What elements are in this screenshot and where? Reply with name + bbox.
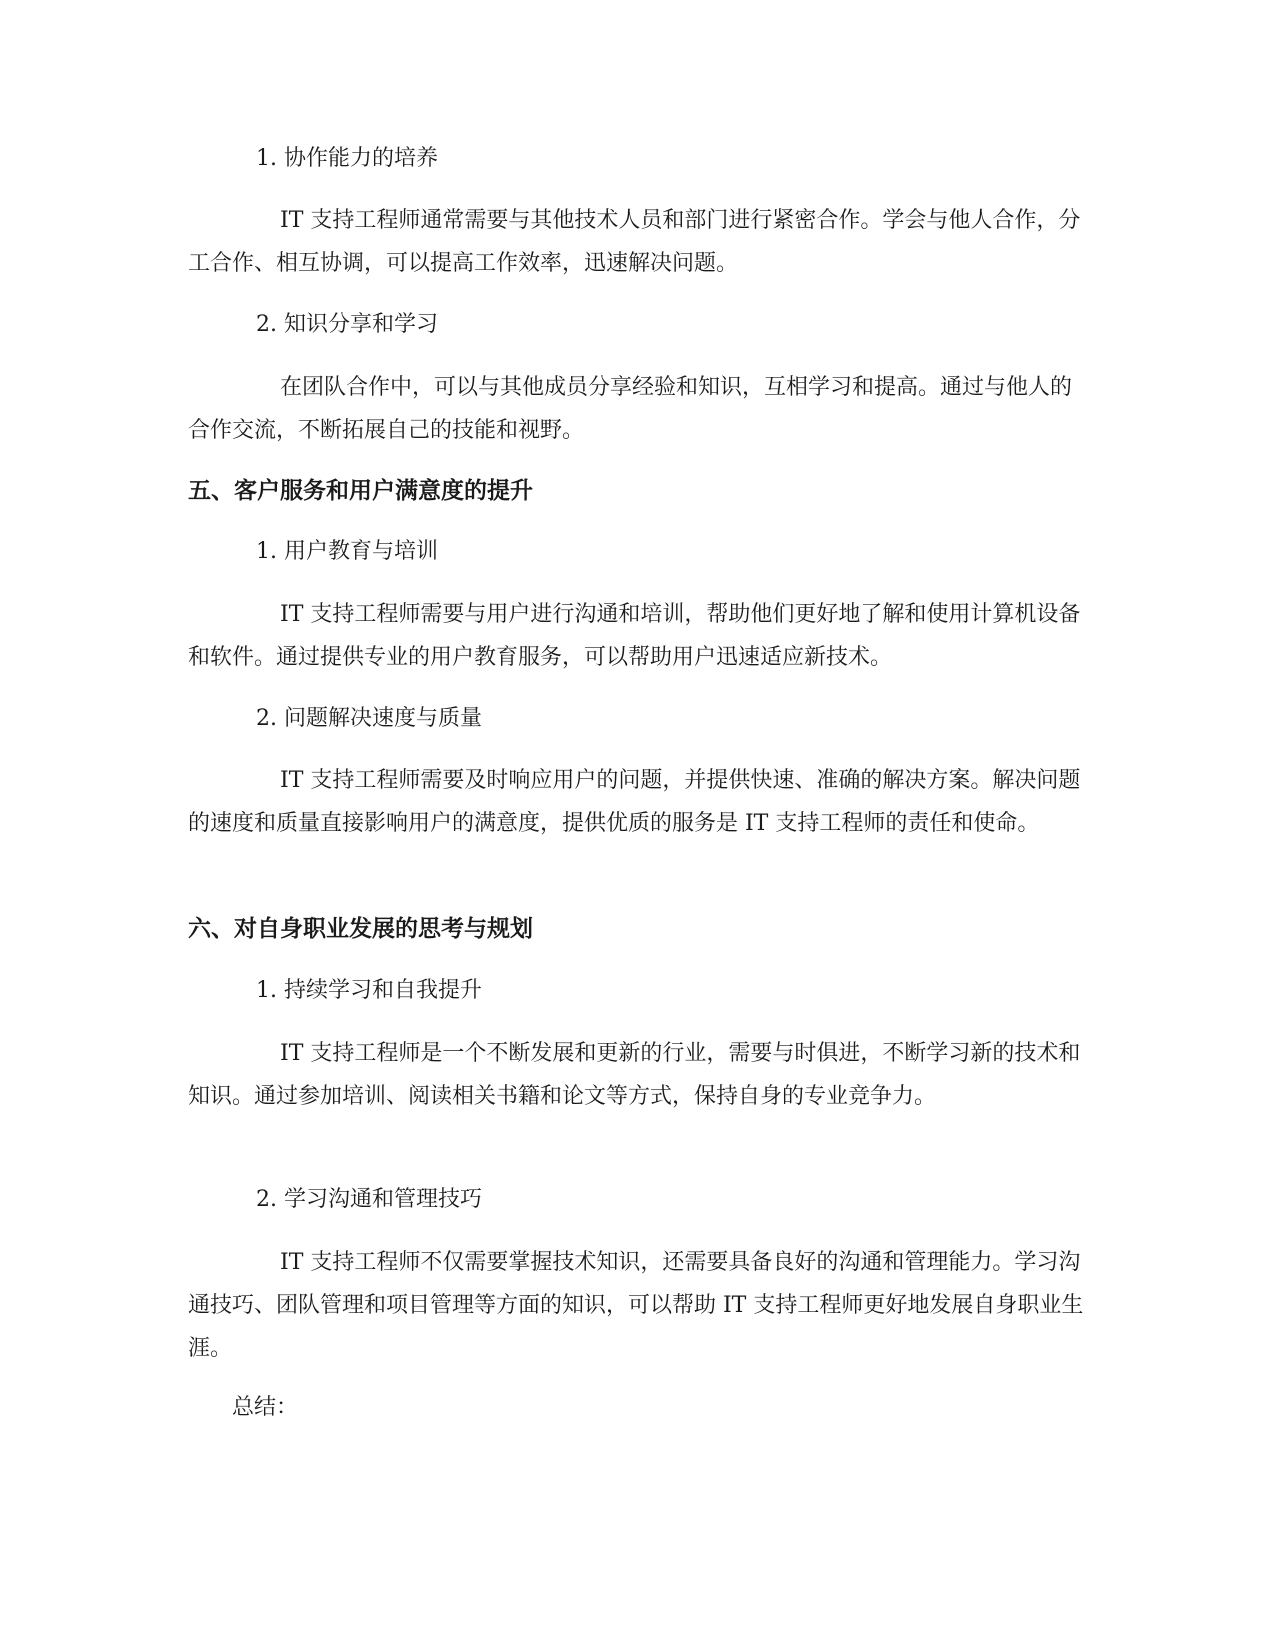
body-paragraph: IT 支持工程师是一个不断发展和更新的行业，需要与时俱进，不断学习新的技术和知识。通过参加培训、阅读相关书籍和论文等方式，保持自身的专业竞争力。: [188, 1041, 1081, 1109]
body-paragraph: IT 支持工程师不仅需要掌握技术知识，还需要具备良好的沟通和管理能力。学习沟通技巧、团队管理和项目管理等方面的知识，可以帮助 IT 支持工程师更好地发展自身职业生涯。: [188, 1250, 1084, 1361]
section-heading: 五、客户服务和用户满意度的提升: [188, 478, 533, 504]
subsection-title: 2. 知识分享和学习: [256, 312, 438, 337]
subsection-title: 1. 持续学习和自我提升: [256, 978, 482, 1003]
subsection-title: 1. 协作能力的培养: [256, 146, 438, 171]
subsection-title: 1. 用户教育与培训: [256, 539, 438, 564]
subsection-title: 2. 问题解决速度与质量: [256, 706, 482, 731]
summary-label: 总结：: [232, 1395, 299, 1420]
body-paragraph: IT 支持工程师通常需要与其他技术人员和部门进行紧密合作。学会与他人合作，分工合作、相互协调，可以提高工作效率，迅速解决问题。: [188, 208, 1081, 276]
body-paragraph: 在团队合作中，可以与其他成员分享经验和知识，互相学习和提高。通过与他人的合作交流，不断拓展自己的技能和视野。: [188, 375, 1073, 443]
subsection-title: 2. 学习沟通和管理技巧: [256, 1187, 482, 1212]
section-heading: 六、对自身职业发展的思考与规划: [188, 916, 533, 942]
body-paragraph: IT 支持工程师需要及时响应用户的问题，并提供快速、准确的解决方案。解决问题的速度和质量直接影响用户的满意度，提供优质的服务是 IT 支持工程师的责任和使命。: [188, 768, 1081, 836]
body-paragraph: IT 支持工程师需要与用户进行沟通和培训，帮助他们更好地了解和使用计算机设备和软件。通过提供专业的用户教育服务，可以帮助用户迅速适应新技术。: [188, 602, 1081, 670]
